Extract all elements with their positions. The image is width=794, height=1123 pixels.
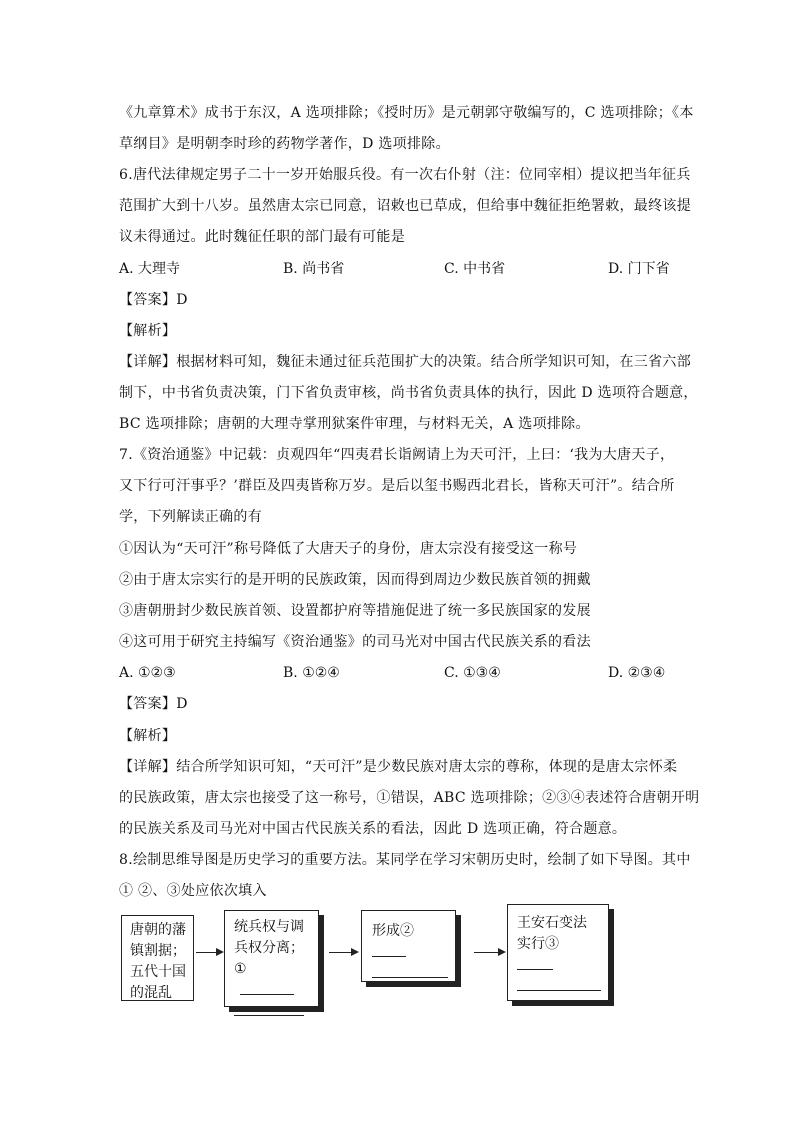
q7-analysis-heading: 【解析】 xyxy=(119,728,177,744)
q6-analysis-heading: 【解析】 xyxy=(119,323,177,339)
q7-statement-1: ①因认为“天可汗”称号降低了大唐天子的身份，唐太宗没有接受这一称号 xyxy=(119,541,578,557)
blank-2-underline xyxy=(372,942,406,957)
q7-statement-4: ④这可用于研究主持编写《资治通鉴》的司马光对中国古代民族关系的看法 xyxy=(119,634,591,650)
box1-line: 镇割据； xyxy=(130,943,186,959)
box2-extra-underline xyxy=(234,995,318,1016)
q7-option-b: B. ①②④ xyxy=(283,665,340,681)
blank-2-underline-2 xyxy=(372,963,448,978)
box2-line-blank-1 xyxy=(234,959,318,995)
q7-statement-3: ③唐朝册封少数民族首领、设置都护府等措施促进了统一多民族国家的发展 xyxy=(119,603,591,619)
q7-option-d: D. ②③④ xyxy=(608,665,666,681)
mind-map-box-2 xyxy=(224,910,319,1007)
box1-line: 唐朝的藩 xyxy=(130,922,186,938)
q6-stem-line-3: 议未得通过。此时魏征任职的部门最有可能是 xyxy=(119,229,405,245)
q7-stem-line-1: 7.《资治通鉴》中记载：贞观四年“四夷君长诣阙请上为天可汗，上曰：‘我为大唐天子， xyxy=(119,447,675,463)
box2-line: 兵权分离； xyxy=(234,940,304,956)
q5-analysis-line-1: 《九章算术》成书于东汉，A 选项排除；《授时历》是元朝郭守敬编写的，C 选项排除；《本 xyxy=(119,105,694,121)
box4-line: 王安石变法 xyxy=(517,915,587,931)
q6-stem-line-2: 范围扩大到十八岁。虽然唐太宗已同意，诏敕也已草成，但给事中魏征拒绝署敕，最终该提 xyxy=(119,198,691,214)
q8-stem-line-2: ① ②、③处应依次填入 xyxy=(119,883,267,899)
q6-detail-line-1: 【详解】根据材料可知，魏征未通过征兵范围扩大的决策。结合所学知识可知，在三省六部 xyxy=(119,354,691,370)
mind-map-box-3 xyxy=(361,910,456,982)
q6-option-b: B. 尚书省 xyxy=(283,261,345,277)
q7-stem-line-2: 又下行可汗事乎？’群臣及四夷皆称万岁。是后以玺书赐西北君长，皆称天可汗”。结合所 xyxy=(119,478,675,494)
blank-3-underline xyxy=(517,955,553,970)
blank-1-underline-2 xyxy=(234,1001,304,1016)
blank-1-label: ① xyxy=(234,961,247,977)
q6-detail-line-3: BC 选项排除；唐朝的大理寺掌刑狱案件审理，与材料无关，A 选项排除。 xyxy=(119,416,590,432)
blank-3-underline-2 xyxy=(517,976,601,991)
q8-stem-line-1: 8.绘制思维导图是历史学习的重要方法。某同学在学习宋朝历史时，绘制了如下导图。其中 xyxy=(119,852,691,868)
q6-stem-line-1: 6.唐代法律规定男子二十一岁开始服兵役。有一次右仆射（注：位同宰相）提议把当年征兵 xyxy=(119,167,691,183)
blank-1-underline xyxy=(240,980,294,995)
blank-3-label: 实行③ xyxy=(517,936,559,952)
q7-statement-2: ②由于唐太宗实行的是开明的民族政策，因而得到周边少数民族首领的拥戴 xyxy=(119,572,591,588)
box3-line-blank-2 xyxy=(372,921,455,957)
q7-option-a: A. ①②③ xyxy=(119,665,176,681)
q6-option-c: C. 中书省 xyxy=(444,261,506,277)
box1-line: 的混乱 xyxy=(130,985,172,1001)
mind-map-arrow-2 xyxy=(329,952,357,953)
q5-analysis-line-2: 草纲目》是明朝李时珍的药物学著作，D 选项排除。 xyxy=(119,136,450,152)
box1-line: 五代十国 xyxy=(130,964,186,980)
q7-detail-line-3: 的民族关系及司马光对中国古代民族关系的看法，因此 D 选项正确，符合题意。 xyxy=(119,821,627,837)
q6-option-a: A. 大理寺 xyxy=(119,261,181,277)
box4-extra-underline xyxy=(517,970,608,991)
blank-2-label: 形成② xyxy=(372,923,414,939)
q7-option-c: C. ①③④ xyxy=(444,665,501,681)
box4-line-blank-3 xyxy=(517,934,608,970)
q6-detail-line-2: 制下，中书省负责决策，门下省负责审核，尚书省负责具体的执行，因此 D 选项符合题意， xyxy=(119,385,698,401)
box3-extra-underline xyxy=(372,957,455,978)
q7-answer: 【答案】D xyxy=(119,696,188,712)
q7-stem-line-3: 学，下列解读正确的有 xyxy=(119,509,262,525)
q7-detail-line-1: 【详解】结合所学知识可知，“天可汗”是少数民族对唐太宗的尊称，体现的是唐太宗怀柔 xyxy=(119,759,678,775)
box2-line: 统兵权与调 xyxy=(234,919,304,935)
mind-map-box-1 xyxy=(121,915,194,1001)
mind-map-arrow-3 xyxy=(474,952,504,953)
q6-answer: 【答案】D xyxy=(119,292,188,308)
q7-detail-line-2: 的民族政策，唐太宗也接受了这一称号，①错误，ABC 选项排除；②③④表述符合唐朝开明 xyxy=(119,790,700,806)
q6-option-d: D. 门下省 xyxy=(608,261,670,277)
mind-map-arrow-1 xyxy=(196,952,222,953)
mind-map-box-4 xyxy=(507,904,609,1001)
